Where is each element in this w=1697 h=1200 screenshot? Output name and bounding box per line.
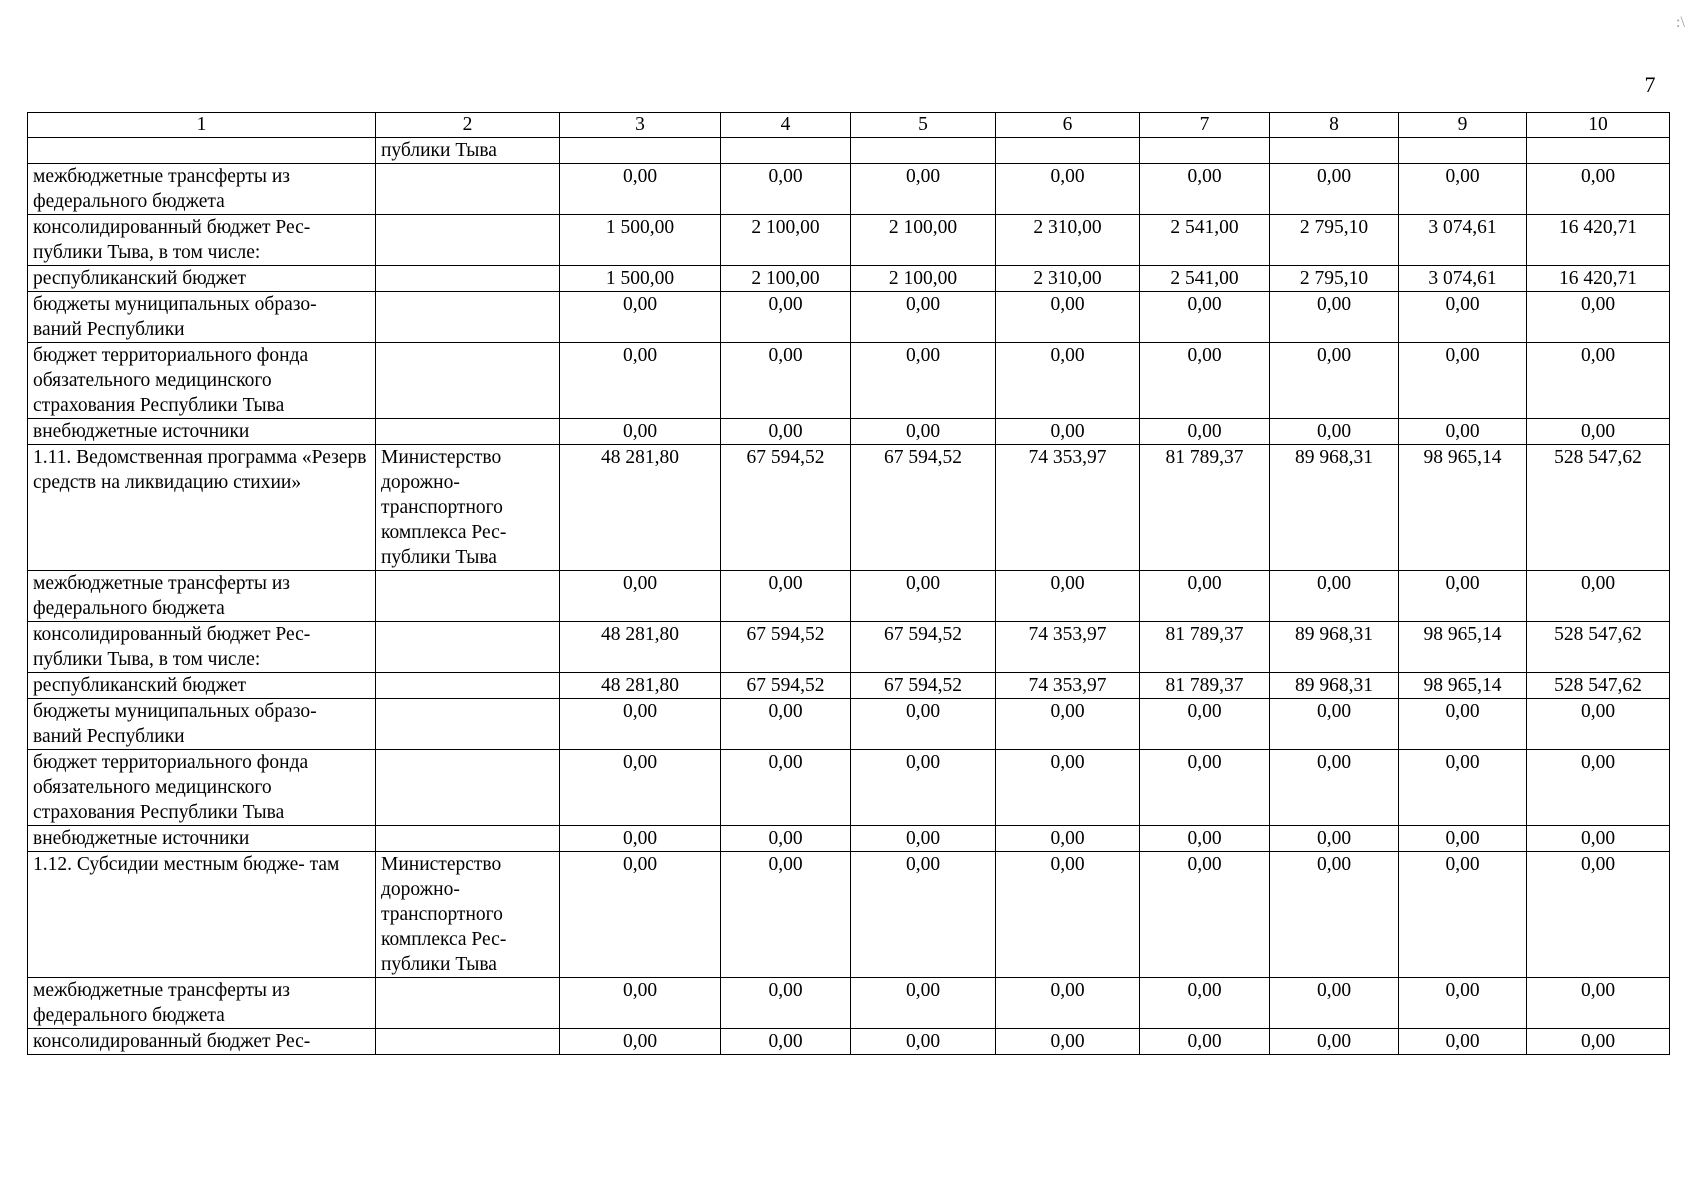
value-cell: 74 353,97 bbox=[996, 622, 1140, 673]
value-cell: 0,00 bbox=[996, 292, 1140, 343]
value-cell: 0,00 bbox=[560, 292, 721, 343]
value-cell: 16 420,71 bbox=[1527, 266, 1670, 292]
row-name: бюджет территориального фонда обязательного медицинского страхования Республики Тыва bbox=[28, 343, 376, 419]
value-cell: 528 547,62 bbox=[1527, 622, 1670, 673]
value-cell: 89 968,31 bbox=[1270, 673, 1399, 699]
row-name: консолидированный бюджет Рес- публики Тыва, в том числе: bbox=[28, 622, 376, 673]
value-cell: 0,00 bbox=[996, 343, 1140, 419]
row-responsible bbox=[376, 978, 560, 1029]
row-responsible bbox=[376, 266, 560, 292]
value-cell: 0,00 bbox=[721, 826, 851, 852]
value-cell: 0,00 bbox=[851, 699, 996, 750]
row-responsible bbox=[376, 343, 560, 419]
value-cell: 0,00 bbox=[1527, 852, 1670, 978]
header-cell: 7 bbox=[1140, 113, 1270, 138]
header-row bbox=[28, 113, 1670, 138]
row-responsible bbox=[376, 699, 560, 750]
value-cell: 0,00 bbox=[851, 1029, 996, 1055]
header-cell: 4 bbox=[721, 113, 851, 138]
row-name: бюджеты муниципальных образо- ваний Республики bbox=[28, 292, 376, 343]
value-cell: 2 310,00 bbox=[996, 215, 1140, 266]
value-cell: 0,00 bbox=[1270, 292, 1399, 343]
row-name bbox=[28, 138, 376, 164]
row-name: межбюджетные трансферты из федерального бюджета bbox=[28, 571, 376, 622]
value-cell: 2 795,10 bbox=[1270, 215, 1399, 266]
value-cell: 0,00 bbox=[996, 978, 1140, 1029]
value-cell: 0,00 bbox=[1140, 699, 1270, 750]
value-cell: 0,00 bbox=[1270, 1029, 1399, 1055]
value-cell: 0,00 bbox=[1140, 292, 1270, 343]
table-row bbox=[28, 622, 1670, 673]
value-cell: 0,00 bbox=[721, 571, 851, 622]
value-cell: 2 541,00 bbox=[1140, 215, 1270, 266]
row-responsible bbox=[376, 1029, 560, 1055]
value-cell: 0,00 bbox=[1399, 978, 1527, 1029]
value-cell: 0,00 bbox=[560, 826, 721, 852]
value-cell: 0,00 bbox=[721, 164, 851, 215]
value-cell: 0,00 bbox=[1140, 343, 1270, 419]
value-cell: 0,00 bbox=[1527, 292, 1670, 343]
value-cell: 74 353,97 bbox=[996, 445, 1140, 571]
value-cell: 0,00 bbox=[1270, 978, 1399, 1029]
value-cell bbox=[1270, 138, 1399, 164]
value-cell bbox=[996, 138, 1140, 164]
value-cell: 528 547,62 bbox=[1527, 673, 1670, 699]
value-cell: 0,00 bbox=[721, 292, 851, 343]
row-name: межбюджетные трансферты из федерального бюджета bbox=[28, 978, 376, 1029]
value-cell: 81 789,37 bbox=[1140, 622, 1270, 673]
budget-table bbox=[27, 112, 1670, 1055]
table-row bbox=[28, 419, 1670, 445]
value-cell bbox=[1527, 138, 1670, 164]
value-cell: 0,00 bbox=[1399, 292, 1527, 343]
value-cell: 0,00 bbox=[1140, 852, 1270, 978]
corner-mark: :\ bbox=[1676, 14, 1685, 31]
row-name: консолидированный бюджет Рес- публики Тыва, в том числе: bbox=[28, 215, 376, 266]
value-cell: 2 795,10 bbox=[1270, 266, 1399, 292]
value-cell: 0,00 bbox=[721, 343, 851, 419]
value-cell: 0,00 bbox=[1140, 571, 1270, 622]
table-row bbox=[28, 699, 1670, 750]
table-row bbox=[28, 978, 1670, 1029]
value-cell: 0,00 bbox=[560, 978, 721, 1029]
value-cell: 98 965,14 bbox=[1399, 673, 1527, 699]
row-responsible bbox=[376, 419, 560, 445]
header-cell: 1 bbox=[28, 113, 376, 138]
table-row bbox=[28, 571, 1670, 622]
value-cell: 0,00 bbox=[1140, 826, 1270, 852]
row-name: бюджет территориального фонда обязательного медицинского страхования Республики Тыва bbox=[28, 750, 376, 826]
value-cell: 0,00 bbox=[721, 978, 851, 1029]
value-cell: 89 968,31 bbox=[1270, 445, 1399, 571]
value-cell: 67 594,52 bbox=[851, 622, 996, 673]
value-cell: 0,00 bbox=[1527, 750, 1670, 826]
value-cell: 0,00 bbox=[1399, 419, 1527, 445]
value-cell bbox=[851, 138, 996, 164]
value-cell: 0,00 bbox=[1270, 571, 1399, 622]
value-cell: 0,00 bbox=[560, 1029, 721, 1055]
value-cell: 0,00 bbox=[996, 571, 1140, 622]
value-cell: 0,00 bbox=[560, 699, 721, 750]
table-row bbox=[28, 673, 1670, 699]
value-cell bbox=[721, 138, 851, 164]
value-cell: 1 500,00 bbox=[560, 266, 721, 292]
header-cell: 2 bbox=[376, 113, 560, 138]
row-name: внебюджетные источники bbox=[28, 419, 376, 445]
table-row bbox=[28, 852, 1670, 978]
value-cell: 0,00 bbox=[851, 419, 996, 445]
value-cell: 0,00 bbox=[1527, 978, 1670, 1029]
row-name: консолидированный бюджет Рес- bbox=[28, 1029, 376, 1055]
row-responsible bbox=[376, 215, 560, 266]
value-cell: 2 100,00 bbox=[721, 215, 851, 266]
value-cell: 0,00 bbox=[996, 699, 1140, 750]
value-cell: 1 500,00 bbox=[560, 215, 721, 266]
value-cell: 3 074,61 bbox=[1399, 215, 1527, 266]
table-row bbox=[28, 164, 1670, 215]
value-cell: 0,00 bbox=[1399, 1029, 1527, 1055]
value-cell: 81 789,37 bbox=[1140, 445, 1270, 571]
value-cell: 0,00 bbox=[1399, 164, 1527, 215]
value-cell: 0,00 bbox=[851, 571, 996, 622]
page-number: 7 bbox=[1644, 72, 1656, 97]
row-name: бюджеты муниципальных образо- ваний Республики bbox=[28, 699, 376, 750]
value-cell: 0,00 bbox=[560, 164, 721, 215]
value-cell: 0,00 bbox=[851, 292, 996, 343]
value-cell: 0,00 bbox=[1399, 852, 1527, 978]
value-cell: 0,00 bbox=[721, 852, 851, 978]
table-row bbox=[28, 826, 1670, 852]
value-cell: 0,00 bbox=[996, 1029, 1140, 1055]
value-cell: 0,00 bbox=[560, 419, 721, 445]
row-name: республиканский бюджет bbox=[28, 673, 376, 699]
value-cell: 48 281,80 bbox=[560, 445, 721, 571]
value-cell: 74 353,97 bbox=[996, 673, 1140, 699]
row-responsible bbox=[376, 750, 560, 826]
value-cell: 89 968,31 bbox=[1270, 622, 1399, 673]
value-cell: 0,00 bbox=[560, 343, 721, 419]
value-cell: 0,00 bbox=[851, 826, 996, 852]
row-responsible: публики Тыва bbox=[376, 138, 560, 164]
value-cell: 0,00 bbox=[851, 978, 996, 1029]
header-cell: 10 bbox=[1527, 113, 1670, 138]
table-row bbox=[28, 445, 1670, 571]
value-cell: 0,00 bbox=[1399, 571, 1527, 622]
value-cell: 0,00 bbox=[1270, 419, 1399, 445]
row-responsible: Министерство дорожно- транспортного комплекса Рес- публики Тыва bbox=[376, 852, 560, 978]
value-cell: 0,00 bbox=[851, 852, 996, 978]
value-cell: 528 547,62 bbox=[1527, 445, 1670, 571]
header-cell: 8 bbox=[1270, 113, 1399, 138]
row-name: республиканский бюджет bbox=[28, 266, 376, 292]
value-cell: 0,00 bbox=[560, 750, 721, 826]
table-row bbox=[28, 1029, 1670, 1055]
table-row bbox=[28, 266, 1670, 292]
table-row bbox=[28, 292, 1670, 343]
value-cell: 0,00 bbox=[1270, 343, 1399, 419]
value-cell: 0,00 bbox=[1527, 1029, 1670, 1055]
value-cell: 2 541,00 bbox=[1140, 266, 1270, 292]
value-cell: 0,00 bbox=[721, 419, 851, 445]
value-cell: 0,00 bbox=[1140, 978, 1270, 1029]
value-cell: 0,00 bbox=[1140, 164, 1270, 215]
table-row bbox=[28, 215, 1670, 266]
value-cell: 0,00 bbox=[996, 852, 1140, 978]
value-cell bbox=[1140, 138, 1270, 164]
value-cell: 0,00 bbox=[1527, 571, 1670, 622]
value-cell: 67 594,52 bbox=[851, 673, 996, 699]
value-cell: 0,00 bbox=[996, 164, 1140, 215]
value-cell: 81 789,37 bbox=[1140, 673, 1270, 699]
row-responsible bbox=[376, 622, 560, 673]
value-cell: 0,00 bbox=[1527, 419, 1670, 445]
row-responsible: Министерство дорожно- транспортного комплекса Рес- публики Тыва bbox=[376, 445, 560, 571]
value-cell: 98 965,14 bbox=[1399, 445, 1527, 571]
row-name: 1.12. Субсидии местным бюдже- там bbox=[28, 852, 376, 978]
value-cell: 16 420,71 bbox=[1527, 215, 1670, 266]
value-cell: 67 594,52 bbox=[851, 445, 996, 571]
row-responsible bbox=[376, 292, 560, 343]
value-cell: 0,00 bbox=[721, 1029, 851, 1055]
table-row bbox=[28, 750, 1670, 826]
row-name: межбюджетные трансферты из федерального бюджета bbox=[28, 164, 376, 215]
value-cell: 0,00 bbox=[1270, 164, 1399, 215]
value-cell: 0,00 bbox=[1270, 699, 1399, 750]
value-cell: 0,00 bbox=[1399, 343, 1527, 419]
value-cell: 0,00 bbox=[1399, 699, 1527, 750]
value-cell: 0,00 bbox=[851, 750, 996, 826]
row-name: 1.11. Ведомственная программа «Резерв средств на ликвидацию стихии» bbox=[28, 445, 376, 571]
value-cell: 0,00 bbox=[1399, 826, 1527, 852]
value-cell: 0,00 bbox=[1527, 699, 1670, 750]
value-cell: 2 310,00 bbox=[996, 266, 1140, 292]
value-cell: 0,00 bbox=[1140, 1029, 1270, 1055]
value-cell: 67 594,52 bbox=[721, 673, 851, 699]
value-cell: 0,00 bbox=[560, 571, 721, 622]
value-cell: 0,00 bbox=[721, 699, 851, 750]
value-cell: 0,00 bbox=[1270, 750, 1399, 826]
value-cell: 0,00 bbox=[851, 164, 996, 215]
value-cell: 98 965,14 bbox=[1399, 622, 1527, 673]
value-cell: 0,00 bbox=[721, 750, 851, 826]
value-cell: 0,00 bbox=[1527, 164, 1670, 215]
value-cell: 0,00 bbox=[1270, 852, 1399, 978]
value-cell: 0,00 bbox=[1527, 826, 1670, 852]
header-cell: 6 bbox=[996, 113, 1140, 138]
value-cell: 67 594,52 bbox=[721, 445, 851, 571]
value-cell: 0,00 bbox=[996, 750, 1140, 826]
row-responsible bbox=[376, 826, 560, 852]
value-cell: 2 100,00 bbox=[721, 266, 851, 292]
header-cell: 5 bbox=[851, 113, 996, 138]
value-cell: 0,00 bbox=[1399, 750, 1527, 826]
value-cell bbox=[560, 138, 721, 164]
header-cell: 9 bbox=[1399, 113, 1527, 138]
value-cell: 0,00 bbox=[1270, 826, 1399, 852]
value-cell: 48 281,80 bbox=[560, 673, 721, 699]
row-responsible bbox=[376, 164, 560, 215]
value-cell: 48 281,80 bbox=[560, 622, 721, 673]
row-responsible bbox=[376, 571, 560, 622]
table-row bbox=[28, 138, 1670, 164]
value-cell: 2 100,00 bbox=[851, 215, 996, 266]
table-row bbox=[28, 343, 1670, 419]
value-cell: 3 074,61 bbox=[1399, 266, 1527, 292]
row-name: внебюджетные источники bbox=[28, 826, 376, 852]
value-cell: 0,00 bbox=[1140, 419, 1270, 445]
value-cell bbox=[1399, 138, 1527, 164]
value-cell: 2 100,00 bbox=[851, 266, 996, 292]
value-cell: 0,00 bbox=[1140, 750, 1270, 826]
value-cell: 67 594,52 bbox=[721, 622, 851, 673]
value-cell: 0,00 bbox=[996, 419, 1140, 445]
row-responsible bbox=[376, 673, 560, 699]
value-cell: 0,00 bbox=[560, 852, 721, 978]
value-cell: 0,00 bbox=[1527, 343, 1670, 419]
value-cell: 0,00 bbox=[996, 826, 1140, 852]
header-cell: 3 bbox=[560, 113, 721, 138]
value-cell: 0,00 bbox=[851, 343, 996, 419]
